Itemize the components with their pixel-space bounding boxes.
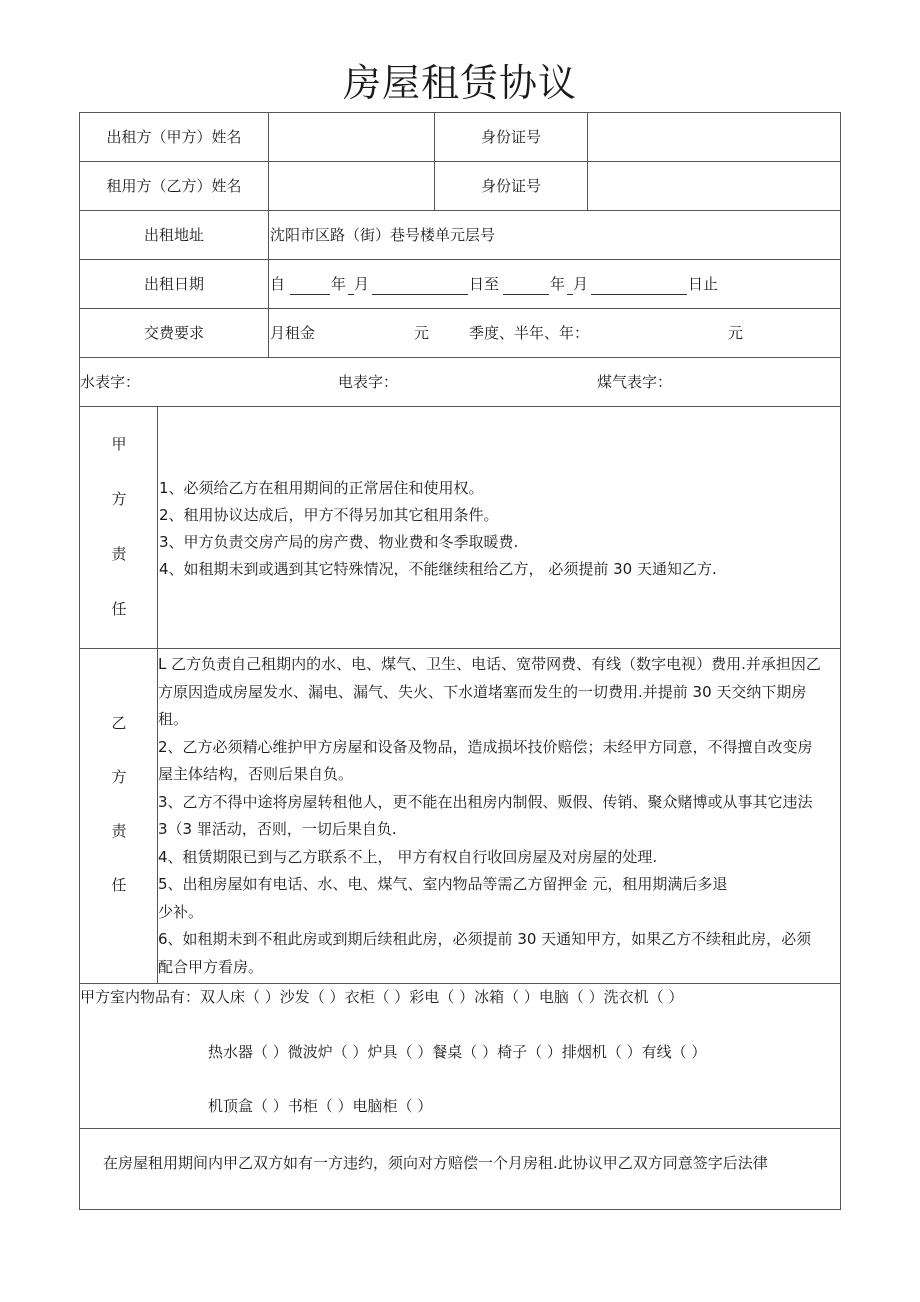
inventory-line: 机顶盒（ ）书柜（ ）电脑柜（ ） (208, 1097, 433, 1115)
row-divider (79, 308, 841, 309)
party-b-heading-char: 方 (111, 768, 127, 786)
water-meter-label: 水表字： (80, 373, 141, 391)
lessor-name-label: 出租方（甲方）姓名 (106, 128, 242, 146)
row-divider (79, 406, 841, 407)
lessee-name-field[interactable] (272, 175, 430, 197)
start-year-text: 年 (331, 275, 347, 293)
party-a-item: 2、租用协议达成后，甲方不得另加其它租用条件。 (159, 506, 499, 524)
lessee-id-label: 身份证号 (480, 177, 541, 195)
party-b-heading-char: 任 (111, 876, 127, 894)
party-a-heading-char: 责 (111, 545, 127, 563)
party-b-line: 屋主体结构，否则后果自负。 (158, 765, 354, 783)
lessee-name-label: 租用方（乙方）姓名 (106, 177, 242, 195)
party-b-line: L 乙方负责自己租期内的水、电、煤气、卫生、电话、宽带网费、有线（数字电视）费用.并承担因乙 (158, 655, 821, 673)
column-divider (268, 112, 269, 357)
document-title: 房屋租赁协议 (342, 61, 577, 105)
lessor-id-label: 身份证号 (480, 128, 541, 146)
address-label: 出租地址 (143, 226, 204, 244)
end-day-blank[interactable] (591, 294, 687, 295)
party-b-line: 3、乙方不得中途将房屋转租他人，更不能在出租房内制假、贩假、传销、聚众赌博或从事其它违法 (158, 793, 813, 811)
fee-label: 交费要求 (143, 324, 204, 342)
start-month-text: 月 (354, 275, 370, 293)
breach-clause: 在房屋租用期间内甲乙双方如有一方违约，须向对方赔偿一个月房租.此协议甲乙双方同意签字后法律 (103, 1154, 768, 1172)
lessor-id-field[interactable] (591, 126, 836, 148)
column-divider (587, 112, 588, 210)
party-a-heading-char: 甲 (111, 435, 127, 453)
party-b-line: 5、出租房屋如有电话、水、电、煤气、室内物品等需乙方留押金 元，租用期满后多退 (158, 875, 728, 893)
row-divider (79, 983, 841, 984)
end-day-text: 日止 (688, 275, 719, 293)
end-year-text: 年 (550, 275, 566, 293)
row-divider (79, 259, 841, 260)
party-b-line: 4、租赁期限已到与乙方联系不上， 甲方有权自行收回房屋及对房屋的处理. (158, 848, 658, 866)
party-a-item: 1、必须给乙方在租用期间的正常居住和使用权。 (159, 479, 484, 497)
fee-unit-period: 元 (728, 324, 744, 342)
party-b-line: 少补。 (158, 903, 204, 921)
date-label: 出租日期 (143, 275, 204, 293)
lessor-name-field[interactable] (272, 126, 430, 148)
electric-meter-label: 电表字： (338, 373, 399, 391)
lessee-id-field[interactable] (591, 175, 836, 197)
row-divider (79, 161, 841, 162)
party-b-line: 方原因造成房屋发水、漏电、漏气、失火、下水道堵塞而发生的一切费用.并提前 30 天交纳下期房 (158, 683, 807, 701)
row-divider (79, 210, 841, 211)
party-b-heading-char: 乙 (111, 714, 127, 732)
party-a-heading-char: 方 (111, 490, 127, 508)
date-from-text: 自 (270, 275, 286, 293)
inventory-line: 甲方室内物品有：双人床（ ）沙发（ ）衣柜（ ）彩电（ ）冰箱（ ）电脑（ ）洗衣机（ ） (80, 988, 684, 1006)
party-b-line: 3（3 罪活动，否则，一切后果自负. (158, 820, 397, 838)
row-divider (79, 648, 841, 649)
fee-period-text: 季度、半年、年： (469, 324, 590, 342)
fee-unit-monthly: 元 (414, 324, 430, 342)
start-day-blank[interactable] (372, 294, 468, 295)
start-year-blank[interactable] (290, 294, 330, 295)
party-a-heading-char: 任 (111, 600, 127, 618)
fee-monthly-text: 月租金 (270, 324, 316, 342)
party-a-item: 3、甲方负责交房产局的房产费、物业费和冬季取暖费. (159, 533, 519, 551)
row-divider (79, 357, 841, 358)
row-divider (79, 1128, 841, 1129)
party-b-line: 2、乙方必须精心维护甲方房屋和设备及物品，造成损坏技价赔偿；未经甲方同意，不得擅自改变房 (158, 738, 813, 756)
party-a-item: 4、如租期未到或遇到其它特殊情况，不能继续租给乙方， 必须提前 30 天通知乙方. (159, 560, 717, 578)
party-b-line: 配合甲方看房。 (158, 958, 264, 976)
inventory-line: 热水器（ ）微波炉（ ）炉具（ ）餐桌（ ）椅子（ ）排烟机（ ）有线（ ） (208, 1043, 707, 1061)
gas-meter-label: 煤气表字： (597, 373, 673, 391)
address-value[interactable]: 沈阳市区路（街）巷号楼单元层号 (270, 226, 496, 244)
start-day-to-text: 日至 (469, 275, 500, 293)
party-b-line: 6、如租期未到不租此房或到期后续租此房，必须提前 30 天通知甲方，如果乙方不续租此房，必须 (158, 930, 812, 948)
party-b-line: 租。 (158, 710, 189, 728)
end-month-text: 月 (573, 275, 589, 293)
party-b-heading-char: 责 (111, 822, 127, 840)
end-year-blank[interactable] (503, 294, 549, 295)
